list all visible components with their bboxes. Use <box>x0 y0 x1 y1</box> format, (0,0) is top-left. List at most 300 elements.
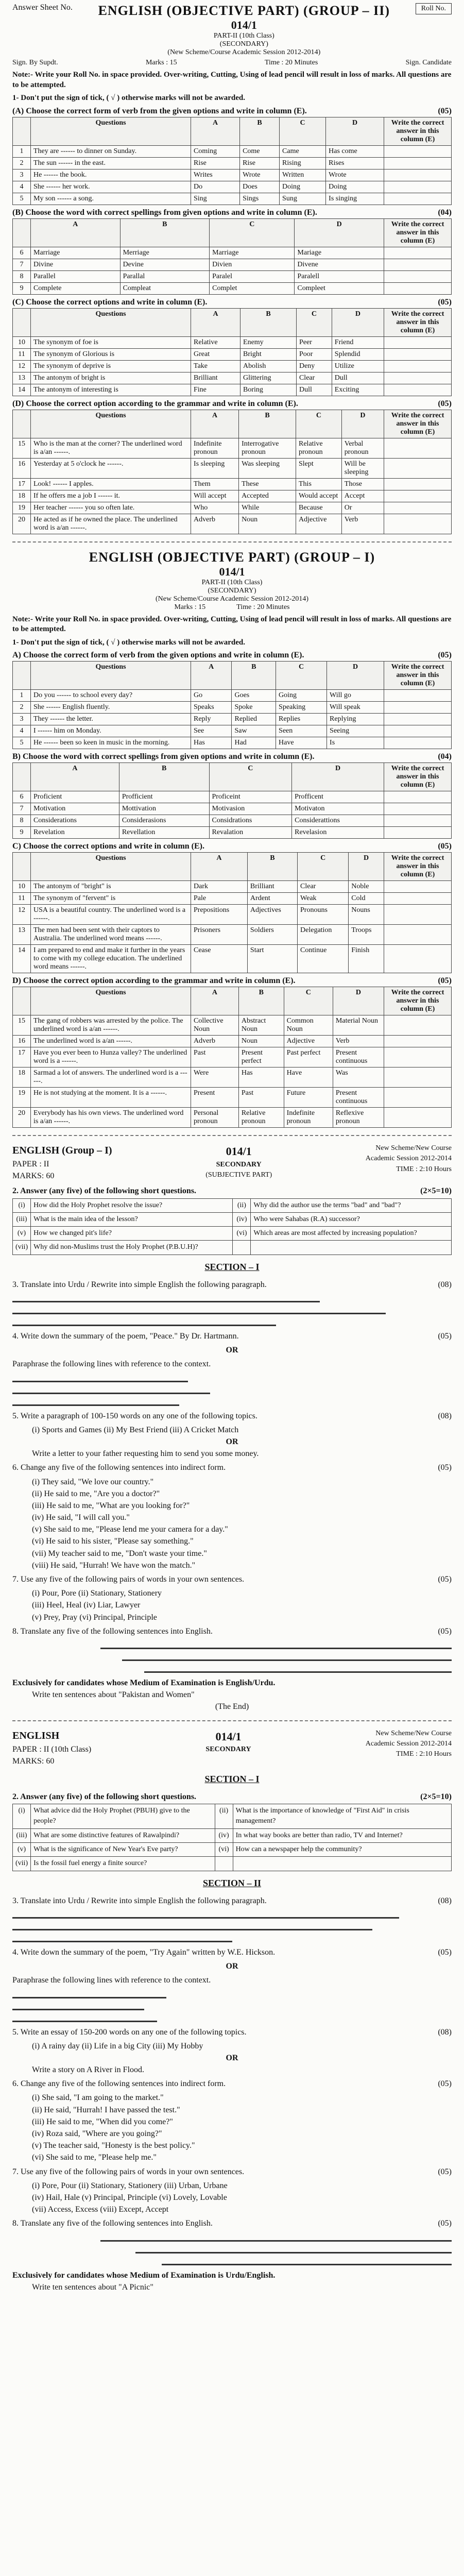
question-number: (vii) <box>13 1241 31 1255</box>
answer-cell[interactable] <box>384 905 452 925</box>
option-d: Dull <box>332 372 384 384</box>
question-text: Everybody has his own views. The underlined word is a/an ------. <box>31 1108 191 1128</box>
question-text: How can a newspaper help the community? <box>233 1843 451 1857</box>
answer-cell[interactable] <box>384 803 452 815</box>
question-number: 6 <box>13 791 31 803</box>
option-c: Pronouns <box>298 905 349 925</box>
option-c: Dull <box>296 384 332 396</box>
option-c: Indefinite pronoun <box>284 1108 333 1128</box>
header-num <box>13 218 31 247</box>
question-text: The underlined word is a/an ------. <box>31 1036 191 1047</box>
question-number: (iv) <box>215 1828 233 1842</box>
header-row <box>13 853 452 881</box>
option-a: Adverb <box>191 514 239 534</box>
section-c-table <box>12 308 452 396</box>
option-d: Accept <box>341 490 384 502</box>
answer-cell[interactable] <box>384 1036 452 1047</box>
table-row <box>13 336 452 348</box>
q7: 7. Use any five of the following pairs of words in your own sentences. (05) <box>12 1575 452 1584</box>
option-b: Bright <box>240 348 297 360</box>
answer-cell[interactable] <box>384 925 452 945</box>
paper-secondary: (SECONDARY) <box>219 40 268 48</box>
option-c: Continue <box>298 945 349 973</box>
option-a: Collective Noun <box>191 1015 239 1036</box>
answer-cell[interactable] <box>384 336 452 348</box>
answer-cell[interactable] <box>384 725 452 737</box>
option-c: Complet <box>210 282 295 294</box>
option-c: Replies <box>276 714 327 725</box>
table-row <box>13 490 452 502</box>
question-text: How we changed pit's life? <box>31 1227 233 1241</box>
table-row <box>13 905 452 925</box>
option-a: Considerations <box>31 815 119 827</box>
table-row <box>13 1241 452 1255</box>
question-text: Do you ------ to school every day? <box>31 690 191 702</box>
answer-cell[interactable] <box>384 145 452 157</box>
list-item: (vi) She said to me, "Please help me." <box>32 2153 157 2162</box>
option-c: Speaking <box>276 702 327 714</box>
question-number: 19 <box>13 502 31 514</box>
table-row <box>13 714 452 725</box>
header-answer: Write the correct answer in this column (E) <box>384 853 452 881</box>
header-option: A <box>191 987 239 1015</box>
question-number: (i) <box>13 1804 31 1829</box>
table-row <box>13 348 452 360</box>
option-b: Noun <box>238 1036 284 1047</box>
q8-note: Exclusively for candidates whose Medium of Examination is English/Urdu. <box>12 1678 276 1687</box>
answer-cell[interactable] <box>384 714 452 725</box>
question-number: 9 <box>13 827 31 839</box>
question-number: 12 <box>13 905 31 925</box>
option-c: Have <box>284 1067 333 1088</box>
question-number: 8 <box>13 270 31 282</box>
empty-cell <box>233 1241 251 1255</box>
section-1-heading: SECTION – I <box>204 1261 260 1272</box>
question-text: The men had been sent with their captors to Australia. The underlined word means ------. <box>31 925 191 945</box>
option-c: Have <box>276 737 327 749</box>
header-option: C <box>298 853 349 881</box>
header-option: B <box>119 763 209 791</box>
poem-placeholder <box>12 1398 179 1406</box>
answer-cell[interactable] <box>384 815 452 827</box>
table-row <box>13 945 452 973</box>
section-b-table <box>12 762 452 839</box>
answer-cell[interactable] <box>384 1047 452 1067</box>
question-number: (ii) <box>233 1198 251 1212</box>
table-row <box>13 1227 452 1241</box>
option-d: Considerattions <box>292 815 384 827</box>
header-answer: Write the correct answer in this column (E) <box>384 987 452 1015</box>
header-num <box>13 117 31 145</box>
header-row <box>13 662 452 690</box>
option-a: Marriage <box>31 247 121 259</box>
section-b-heading: B) Choose the word with correct spellings from given options and write in column (E). (04) <box>12 752 452 761</box>
time: Time : 20 Minutes <box>236 603 290 611</box>
roll-no-box[interactable]: Roll No. <box>416 3 452 14</box>
option-a: Were <box>191 1067 239 1088</box>
answer-cell[interactable] <box>384 893 452 905</box>
q6: 6. Change any five of the following sentences into indirect form. (05) <box>12 2079 452 2089</box>
option-a: Proficient <box>31 791 119 803</box>
option-b: Start <box>247 945 297 973</box>
question-number: 12 <box>13 360 31 372</box>
header-num <box>13 308 31 336</box>
urdu-placeholder <box>100 2234 452 2242</box>
answer-cell[interactable] <box>384 702 452 714</box>
option-a: Past <box>191 1047 239 1067</box>
option-a: Complete <box>31 282 121 294</box>
header-option: D <box>326 117 384 145</box>
empty-cell <box>251 1241 452 1255</box>
q2-heading: 2. Answer (any five) of the following short questions. (2×5=10) <box>12 1792 452 1801</box>
option-c: Divien <box>210 259 295 270</box>
list-item: (iv) Roza said, "Where are you going?" <box>32 2129 162 2139</box>
answer-cell[interactable] <box>384 478 452 490</box>
answer-cell[interactable] <box>384 1088 452 1108</box>
option-b: Abolish <box>240 360 297 372</box>
option-c: Poor <box>296 348 332 360</box>
option-b: Relative pronoun <box>238 1108 284 1128</box>
option-a: Personal pronoun <box>191 1108 239 1128</box>
answer-cell[interactable] <box>384 1067 452 1088</box>
paragraph-placeholder <box>12 1307 386 1314</box>
answer-cell[interactable] <box>384 157 452 169</box>
q2-heading: 2. Answer (any five) of the following short questions. (2×5=10) <box>12 1187 452 1196</box>
option-c: Sung <box>280 193 326 205</box>
paper-3 <box>12 1143 452 1713</box>
option-d: Wrote <box>326 169 384 181</box>
option-a: Divine <box>31 259 121 270</box>
q6-items <box>12 2092 452 2163</box>
answer-cell[interactable] <box>384 1015 452 1036</box>
question-number: (vi) <box>233 1227 251 1241</box>
section-c-heading: C) Choose the correct options and write in column (E). (05) <box>12 842 452 851</box>
question-number: 4 <box>13 725 31 737</box>
option-b: Noun <box>239 514 296 534</box>
question-number: (iv) <box>233 1212 251 1226</box>
paper-4-left: ENGLISH PAPER : II (10th Class) MARKS: 60 <box>12 1730 92 1766</box>
answer-cell[interactable] <box>384 181 452 193</box>
question-text: If he offers me a job I ------ it. <box>31 490 191 502</box>
option-d: Is singing <box>326 193 384 205</box>
option-c: Proficeint <box>209 791 292 803</box>
q8-note: Exclusively for candidates whose Medium of Examination is Urdu/English. <box>12 2270 276 2280</box>
answer-cell[interactable] <box>384 514 452 534</box>
question-text: Who were Sahabas (R.A) successor? <box>251 1212 452 1226</box>
table-row <box>13 1015 452 1036</box>
or-label: OR <box>226 1962 238 1971</box>
paper-3-right: New Scheme/New Course Academic Session 2012-2014 TIME : 2:10 Hours <box>365 1144 452 1173</box>
section-c-heading: (C) Choose the correct options and write in column (E). (05) <box>12 297 452 307</box>
option-a: Motivation <box>31 803 119 815</box>
question-text: The gang of robbers was arrested by the police. The underlined word is a/an ------. <box>31 1015 191 1036</box>
paper-2 <box>12 550 452 1128</box>
option-c: Slept <box>296 458 342 478</box>
list-item: (vi) He said to his sister, "Please say something." <box>32 1537 194 1546</box>
question-number: 8 <box>13 815 31 827</box>
paragraph-placeholder <box>12 1923 372 1930</box>
header-option: B <box>239 410 296 438</box>
answer-sheet-label: Answer Sheet No. <box>12 3 73 12</box>
answer-cell[interactable] <box>384 259 452 270</box>
section-a-heading: (A) Choose the correct form of verb from the given options and write in column (E). (05) <box>12 106 452 115</box>
question-text: The antonym of bright is <box>31 372 191 384</box>
option-a: Prepositions <box>191 905 248 925</box>
section-c-table <box>12 852 452 973</box>
table-row <box>13 145 452 157</box>
list-item: (i) Pore, Pour (ii) Stationary, Stationery (iii) Urban, Urbane <box>32 2181 228 2190</box>
answer-cell[interactable] <box>384 348 452 360</box>
list-item: (v) She said to me, "Please lend me your camera for a day." <box>32 1525 228 1534</box>
paper-3-header <box>12 1143 452 1182</box>
answer-cell[interactable] <box>384 193 452 205</box>
question-number: 9 <box>13 282 31 294</box>
option-c: Written <box>280 169 326 181</box>
option-b: Saw <box>232 725 276 737</box>
option-b: Glittering <box>240 372 297 384</box>
answer-cell[interactable] <box>384 247 452 259</box>
q4: 4. Write down the summary of the poem, "Peace." By Dr. Hartmann. (05) <box>12 1332 452 1341</box>
header-option: D <box>327 662 384 690</box>
header-answer: Write the correct answer in this column (E) <box>384 117 452 145</box>
option-b: Compleat <box>120 282 210 294</box>
q5b: Write a letter to your father requesting him to send you some money. <box>32 1449 259 1459</box>
option-b: Adjectives <box>247 905 297 925</box>
question-number: 6 <box>13 247 31 259</box>
section-b-heading: (B) Choose the word with correct spellings from given options and write in column (E). (04) <box>12 208 452 217</box>
time: Time : 20 Minutes <box>264 59 318 66</box>
q5: 5. Write a paragraph of 100-150 words on any one of the following topics. (08) <box>12 1411 452 1420</box>
answer-cell[interactable] <box>384 690 452 702</box>
header-num <box>13 853 31 881</box>
header-option: B <box>232 662 276 690</box>
q3: 3. Translate into Urdu / Rewrite into simple English the following paragraph. (08) <box>12 1280 452 1289</box>
option-a: See <box>191 725 232 737</box>
header-option: B <box>247 853 297 881</box>
option-d: Profficent <box>292 791 384 803</box>
q5b: Write a story on A River in Flood. <box>32 2065 145 2075</box>
question-number: 19 <box>13 1088 31 1108</box>
list-item: (iii) Heel, Heal (iv) Liar, Lawyer <box>32 1601 141 1610</box>
question-number: 11 <box>13 348 31 360</box>
instruction-note: Note:- Write your Roll No. in space provided. Over-writing, Cutting, Using of lead pencil will result in loss of marks. All questions are to be attempted. <box>12 71 452 89</box>
urdu-placeholder <box>144 1665 452 1673</box>
paper-3-title: 014/1 SECONDARY (SUBJECTIVE PART) <box>205 1145 272 1179</box>
option-a: Relative <box>191 336 240 348</box>
question-number: (vi) <box>215 1843 233 1857</box>
sign-candidate: Sign. Candidate <box>405 59 452 66</box>
header-question: Questions <box>31 853 191 881</box>
question-text: He acted as if he owned the place. The underlined word is a/an ------. <box>31 514 191 534</box>
paper-divider <box>12 541 452 543</box>
option-b: Accepted <box>239 490 296 502</box>
empty-cell <box>215 1857 233 1871</box>
answer-cell[interactable] <box>384 384 452 396</box>
option-a: Take <box>191 360 240 372</box>
paper-divider <box>12 1720 452 1721</box>
q5-topics: (i) A rainy day (ii) Life in a big City (iii) My Hobby <box>32 2041 203 2050</box>
answer-cell[interactable] <box>384 360 452 372</box>
table-row <box>13 1828 452 1842</box>
table-row <box>13 1857 452 1871</box>
option-d: Revelasion <box>292 827 384 839</box>
option-a: Fine <box>191 384 240 396</box>
option-b: Had <box>232 737 276 749</box>
option-d: Replying <box>327 714 384 725</box>
table-row <box>13 193 452 205</box>
q5-topics: (i) Sports and Games (ii) My Best Friend (iii) A Cricket Match <box>32 1425 239 1434</box>
section-d-heading: D) Choose the correct option according to the grammar and write in column (E). (05) <box>12 976 452 985</box>
answer-cell[interactable] <box>384 438 452 458</box>
option-a: Brilliant <box>191 372 240 384</box>
list-item: (iv) Hail, Hale (v) Principal, Principle (vi) Lovely, Lovable <box>32 2193 227 2202</box>
paper-2-title-block <box>12 550 452 603</box>
q4: 4. Write down the summary of the poem, "Try Again" written by W.E. Hickson. (05) <box>12 1947 452 1957</box>
option-b: While <box>239 502 296 514</box>
paper-1-title-block <box>73 3 416 57</box>
header-option: B <box>120 218 210 247</box>
option-c: Relative pronoun <box>296 438 342 458</box>
question-text: Why did non-Muslims trust the Holy Prophet (P.B.U.H)? <box>31 1241 233 1255</box>
header-option: A <box>191 410 239 438</box>
option-d: Troops <box>349 925 384 945</box>
option-d: Friend <box>332 336 384 348</box>
option-a: Dark <box>191 881 248 893</box>
answer-cell[interactable] <box>384 945 452 973</box>
question-text: The sun ------ in the east. <box>31 157 191 169</box>
option-d: Rises <box>326 157 384 169</box>
option-d: Verb <box>333 1036 384 1047</box>
table-row <box>13 1198 452 1212</box>
question-text: The synonym of deprive is <box>31 360 191 372</box>
section-a-heading: A) Choose the correct form of verb from the given options and write in column (E). (05) <box>12 651 452 659</box>
poem-placeholder <box>12 2014 157 2022</box>
table-row <box>13 803 452 815</box>
paragraph-placeholder <box>12 1318 276 1326</box>
urdu-placeholder <box>122 1653 452 1661</box>
table-row <box>13 690 452 702</box>
question-text: Her teacher ------ you so often late. <box>31 502 191 514</box>
option-d: Compleet <box>295 282 384 294</box>
header-option: A <box>31 218 121 247</box>
answer-cell[interactable] <box>384 169 452 181</box>
q7: 7. Use any five of the following pairs of words in your own sentences. (05) <box>12 2167 452 2176</box>
answer-cell[interactable] <box>384 791 452 803</box>
header-option: C <box>276 662 327 690</box>
answer-cell[interactable] <box>384 458 452 478</box>
table-row <box>13 725 452 737</box>
section-2-heading: SECTION – II <box>202 1877 262 1888</box>
paper-1 <box>12 3 452 534</box>
paragraph-placeholder <box>12 1295 320 1302</box>
q2-short-questions <box>12 1804 452 1871</box>
question-number: 18 <box>13 490 31 502</box>
option-d: Paralell <box>295 270 384 282</box>
header-option: A <box>31 763 119 791</box>
instruction-note: Note:- Write your Roll No. in space provided. Over-writing, Cutting, Using of lead pencil will result in loss of marks. All questions are to be attempted. <box>12 615 452 633</box>
question-number: 10 <box>13 881 31 893</box>
header-option: A <box>191 853 248 881</box>
table-row <box>13 478 452 490</box>
option-b: Interrogative pronoun <box>239 438 296 458</box>
header-option: B <box>238 987 284 1015</box>
answer-cell[interactable] <box>384 372 452 384</box>
option-d: Motivaton <box>292 803 384 815</box>
table-row <box>13 881 452 893</box>
table-row <box>13 384 452 396</box>
q2-short-questions <box>12 1198 452 1255</box>
question-number: (iii) <box>13 1212 31 1226</box>
option-a: Who <box>191 502 239 514</box>
option-d: Nouns <box>349 905 384 925</box>
question-text: I ------ him on Monday. <box>31 725 191 737</box>
answer-cell[interactable] <box>384 881 452 893</box>
option-d: Noble <box>349 881 384 893</box>
option-b: Goes <box>232 690 276 702</box>
marks: Marks : 15 <box>145 59 177 66</box>
question-text: He ------ been so keen in music in the morning. <box>31 737 191 749</box>
option-b: Abstract Noun <box>238 1015 284 1036</box>
table-row <box>13 925 452 945</box>
paper-code: 014/1 <box>219 565 245 578</box>
answer-cell[interactable] <box>384 1108 452 1128</box>
answer-cell[interactable] <box>384 737 452 749</box>
option-d: Reflexive pronoun <box>333 1108 384 1128</box>
option-a: Rise <box>191 157 240 169</box>
table-row <box>13 791 452 803</box>
poem-placeholder <box>12 1991 166 1998</box>
header-option: A <box>191 308 240 336</box>
question-number: 2 <box>13 702 31 714</box>
answer-cell[interactable] <box>384 490 452 502</box>
table-row <box>13 827 452 839</box>
header-row <box>13 218 452 247</box>
option-c: Because <box>296 502 342 514</box>
answer-cell[interactable] <box>384 502 452 514</box>
option-a: Coming <box>191 145 240 157</box>
q4b: Paraphrase the following lines with reference to the context. <box>12 1976 211 1985</box>
option-a: Go <box>191 690 232 702</box>
option-b: Present perfect <box>238 1047 284 1067</box>
option-d: Will speak <box>327 702 384 714</box>
q7-items <box>12 2180 452 2216</box>
question-text: The synonym of Glorious is <box>31 348 191 360</box>
question-text: In what way books are better than radio, TV and Internet? <box>233 1828 451 1842</box>
question-number: 1 <box>13 145 31 157</box>
question-number: (ii) <box>215 1804 233 1829</box>
paragraph-placeholder <box>12 1911 399 1919</box>
option-c: Came <box>280 145 326 157</box>
table-row <box>13 1843 452 1857</box>
option-d: Exciting <box>332 384 384 396</box>
table-row <box>13 815 452 827</box>
list-item: (vii) My teacher said to me, "Don't waste your time." <box>32 1549 207 1558</box>
option-d: Cold <box>349 893 384 905</box>
question-number: 16 <box>13 1036 31 1047</box>
question-text: She ------ her work. <box>31 181 191 193</box>
answer-cell[interactable] <box>384 827 452 839</box>
answer-cell[interactable] <box>384 282 452 294</box>
option-c: Delegation <box>298 925 349 945</box>
question-number: 20 <box>13 514 31 534</box>
option-d: Material Noun <box>333 1015 384 1036</box>
paper-scheme: (New Scheme/Course Academic Session 2012-2014) <box>167 48 321 56</box>
option-d: Doing <box>326 181 384 193</box>
header-row <box>13 410 452 438</box>
answer-cell[interactable] <box>384 270 452 282</box>
header-option: A <box>191 117 240 145</box>
table-row <box>13 1047 452 1067</box>
